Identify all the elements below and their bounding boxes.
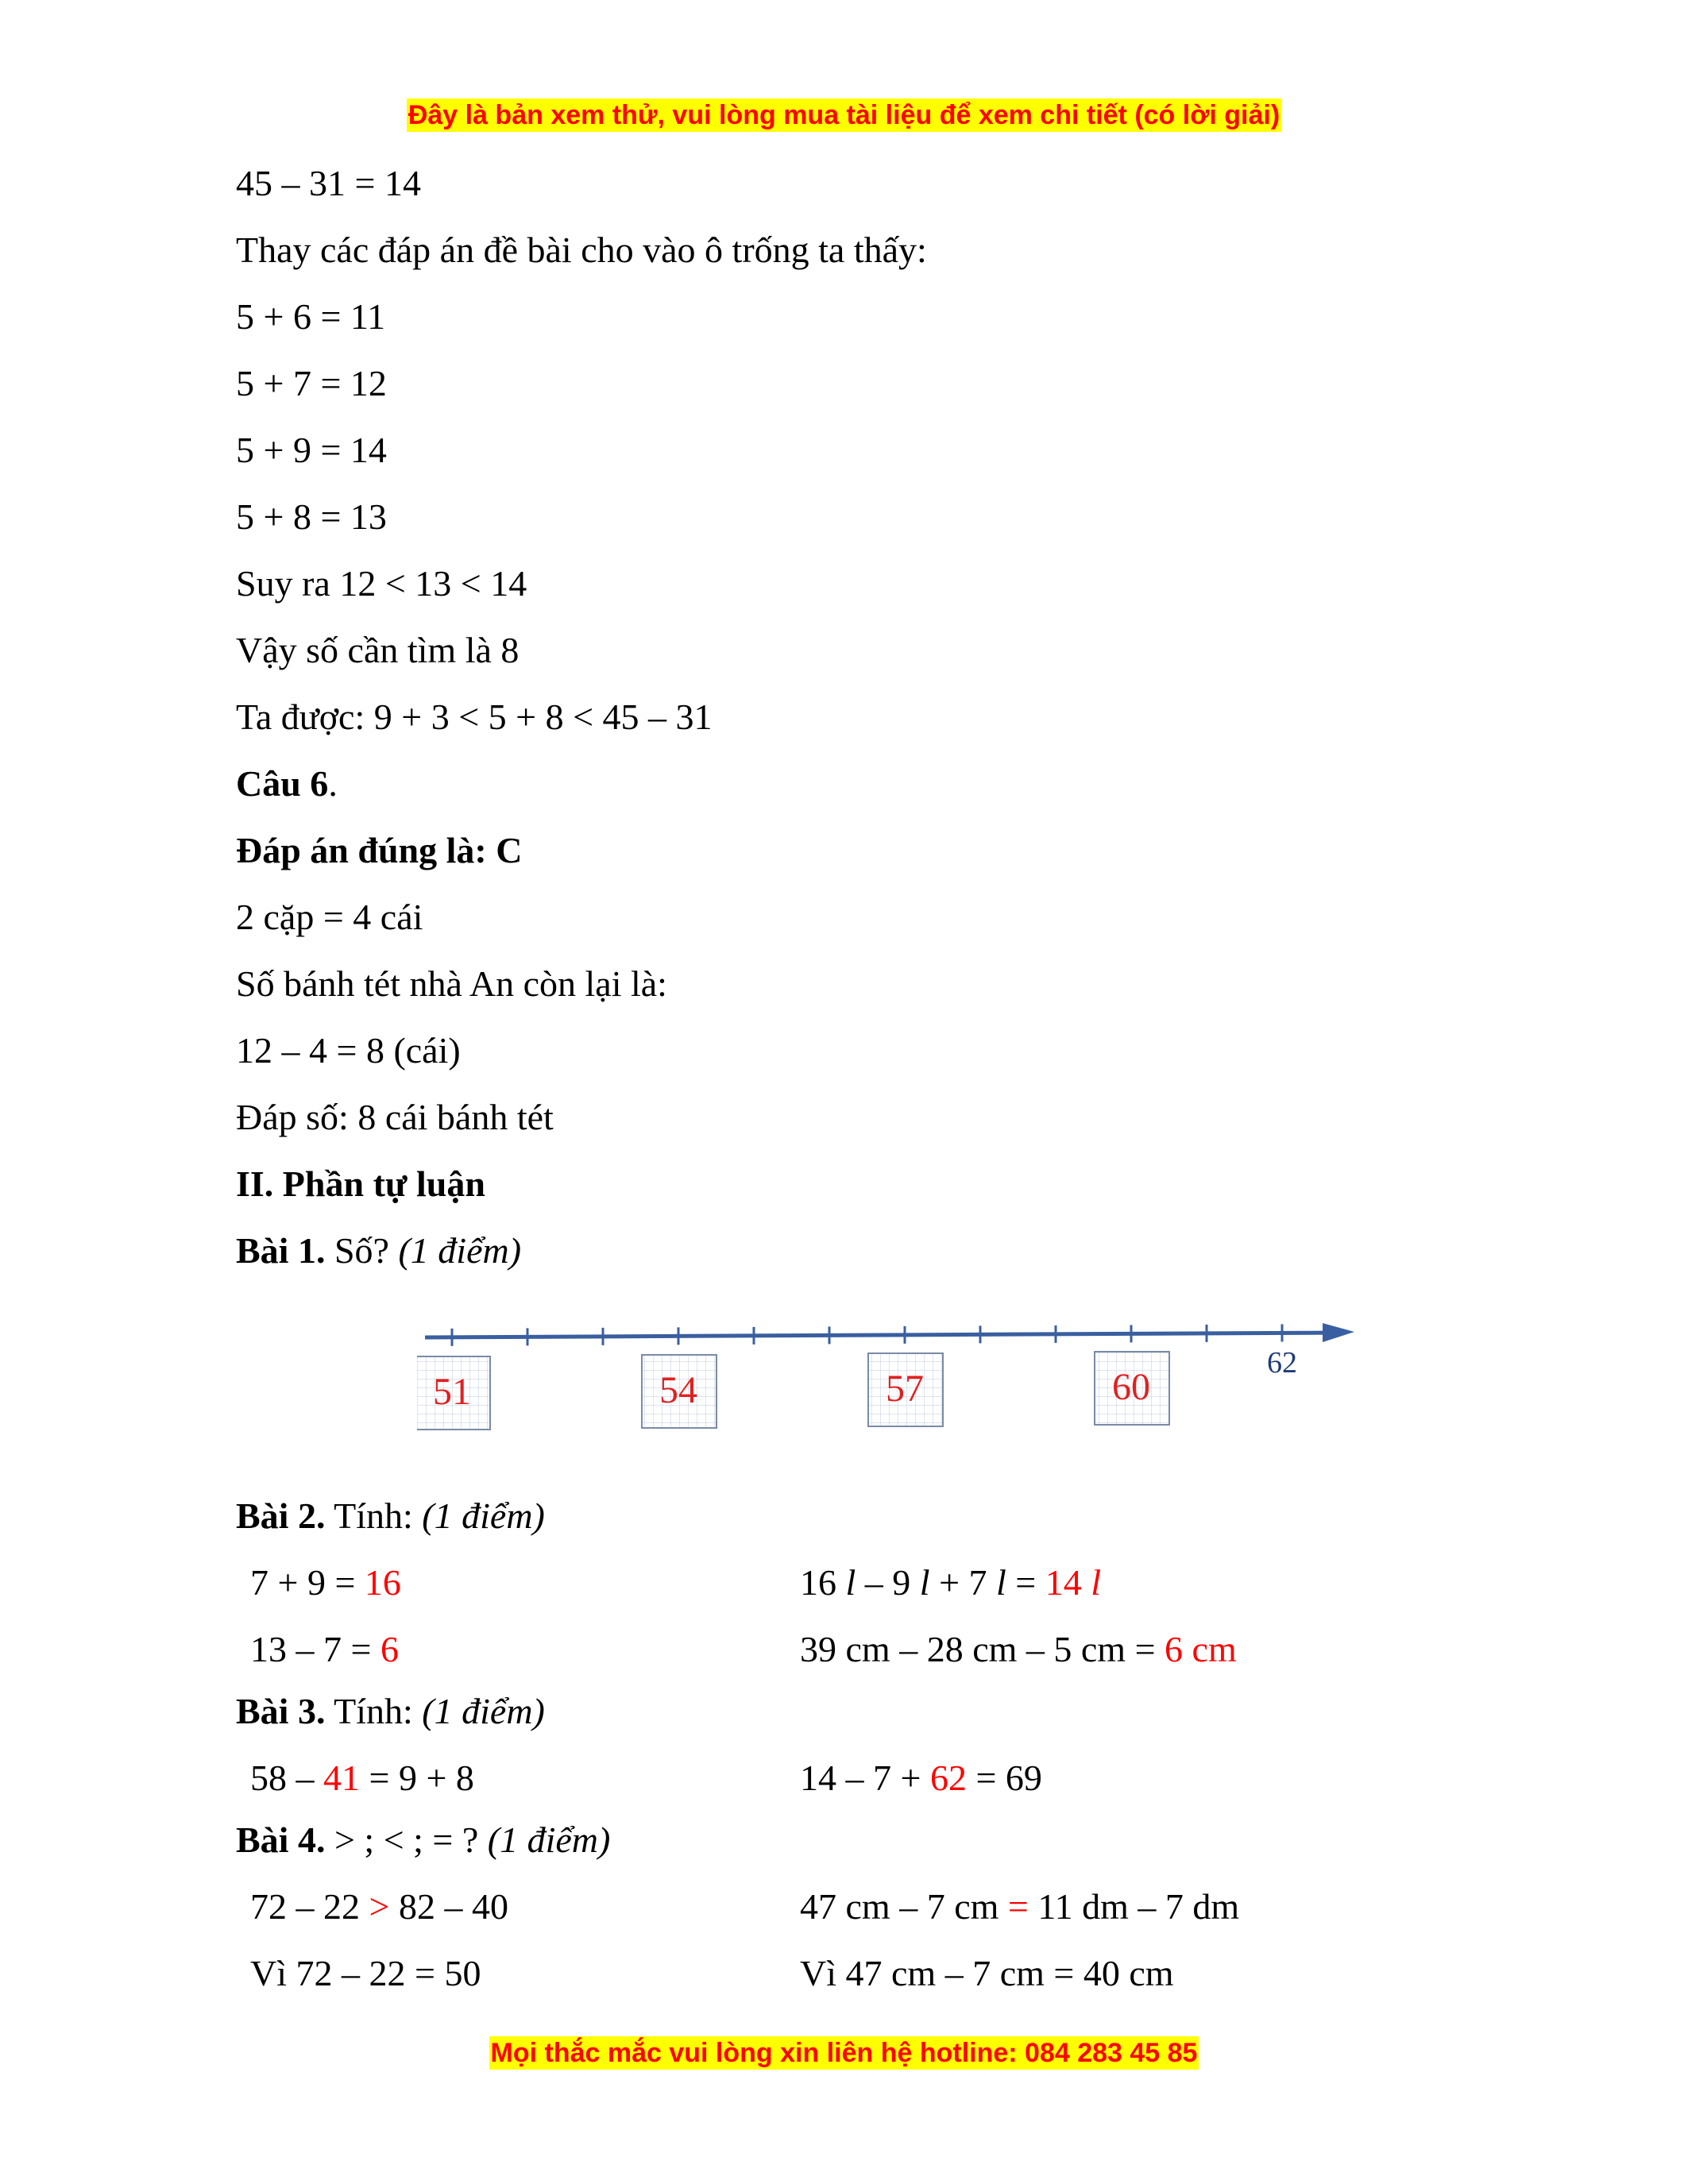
compare-sign: > — [369, 1886, 390, 1927]
calc-item — [800, 1631, 1237, 1668]
text-line: 12 – 4 = 8 (cái) — [236, 1030, 461, 1071]
calc-question: 58 – — [250, 1758, 323, 1798]
calc-item — [250, 1562, 401, 1603]
calc-question: 13 – 7 = — [250, 1629, 380, 1669]
text-line: 5 + 8 = 13 — [236, 496, 387, 537]
axis-end-label: 62 — [1267, 1346, 1297, 1379]
calc-answer-unit: l — [1091, 1562, 1102, 1603]
unit: l — [845, 1562, 856, 1603]
calc-question: = 69 — [966, 1758, 1042, 1798]
answer-line: Đáp án đúng là: C — [236, 830, 523, 870]
text-line: 5 + 7 = 12 — [236, 363, 387, 403]
answer-box-value: 54 — [659, 1369, 697, 1411]
text-line: Vậy số cần tìm là 8 — [236, 630, 520, 670]
hotline-banner-text: Mọi thắc mắc vui lòng xin liên hệ hotline: 084 283 45 85 — [490, 2038, 1198, 2068]
exercise-text: Số? — [325, 1230, 399, 1271]
compare-sign: = — [1007, 1886, 1029, 1927]
calc-question: 16 — [800, 1562, 846, 1603]
exercise-label: Bài 1. — [236, 1230, 326, 1271]
compare-expression: 47 cm – 7 cm — [800, 1886, 1008, 1927]
exercise-heading — [236, 1693, 545, 1730]
compare-expression: 72 – 22 — [250, 1886, 369, 1927]
calc-question: 39 cm – 28 cm – 5 cm = — [800, 1629, 1165, 1669]
answer-box-value: 57 — [886, 1368, 924, 1410]
exercise-heading — [236, 1230, 522, 1271]
text-line: Số bánh tét nhà An còn lại là: — [236, 963, 667, 1004]
calc-answer: 16 — [364, 1562, 401, 1603]
exercise-points: (1 điểm) — [422, 1495, 545, 1536]
text-line: 5 + 6 = 11 — [236, 296, 386, 337]
compare-expression: 11 dm – 7 dm — [1028, 1886, 1240, 1927]
text-line: Đáp số: 8 cái bánh tét — [236, 1097, 554, 1137]
axis-line — [425, 1333, 1342, 1337]
calc-question: + 7 — [929, 1562, 997, 1603]
question-heading — [236, 763, 338, 804]
number-line-figure — [417, 1309, 1370, 1452]
answer-box-value: 60 — [1112, 1366, 1150, 1408]
exercise-text: > ; < ; = ? — [325, 1819, 488, 1860]
exercise-points: (1 điểm) — [487, 1819, 611, 1860]
exercise-text: Tính: — [325, 1495, 423, 1536]
text-line: 2 cặp = 4 cái — [236, 897, 423, 937]
exercise-points: (1 điểm) — [398, 1230, 522, 1271]
exercise-text: Tính: — [325, 1691, 423, 1731]
calc-item — [250, 1631, 399, 1668]
calc-answer: 6 — [380, 1629, 399, 1669]
exercise-points: (1 điểm) — [422, 1691, 545, 1731]
unit: l — [996, 1562, 1006, 1603]
exercise-label: Bài 4. — [236, 1819, 326, 1860]
question-title: Câu 6 — [236, 763, 329, 804]
text-line: Ta được: 9 + 3 < 5 + 8 < 45 – 31 — [236, 696, 713, 737]
calc-item — [800, 1760, 1042, 1796]
exercise-heading — [236, 1495, 545, 1536]
hotline-banner — [0, 2039, 1688, 2066]
section-heading: II. Phần tự luận — [236, 1163, 485, 1204]
calc-question: 7 + 9 = — [250, 1562, 365, 1603]
calc-question: = 9 + 8 — [360, 1758, 474, 1798]
exercise-heading — [236, 1819, 611, 1860]
exercise-label: Bài 3. — [236, 1691, 326, 1731]
text-line: 5 + 9 = 14 — [236, 430, 387, 470]
question-title-dot: . — [328, 763, 338, 804]
calc-question: = — [1006, 1562, 1045, 1603]
preview-banner — [0, 102, 1688, 129]
explanation-line: Vì 47 cm – 7 cm = 40 cm — [800, 1953, 1174, 1993]
compare-expression: 82 – 40 — [389, 1886, 508, 1927]
answer-box-value: 51 — [433, 1371, 471, 1413]
preview-banner-text: Đây là bản xem thử, vui lòng mua tài liệu để xem chi tiết (có lời giải) — [408, 100, 1280, 130]
explanation-line: Vì 72 – 22 = 50 — [250, 1953, 481, 1993]
text-line: 45 – 31 = 14 — [236, 163, 421, 203]
compare-item — [250, 1886, 508, 1927]
compare-item — [800, 1886, 1240, 1927]
axis-arrow-icon — [1323, 1323, 1354, 1342]
calc-answer: 62 — [929, 1758, 967, 1798]
exercise-label: Bài 2. — [236, 1495, 326, 1536]
calc-question: – 9 — [856, 1562, 920, 1603]
text-line: Thay các đáp án đề bài cho vào ô trống ta thấy: — [236, 230, 927, 270]
calc-answer: 41 — [323, 1758, 360, 1798]
calc-answer: 14 — [1045, 1562, 1091, 1603]
calc-item — [800, 1562, 1102, 1603]
calc-answer: 6 cm — [1165, 1629, 1237, 1669]
calc-question: 14 – 7 + — [800, 1758, 930, 1798]
unit: l — [919, 1562, 930, 1603]
calc-item — [250, 1760, 474, 1796]
text-line: Suy ra 12 < 13 < 14 — [236, 563, 527, 604]
